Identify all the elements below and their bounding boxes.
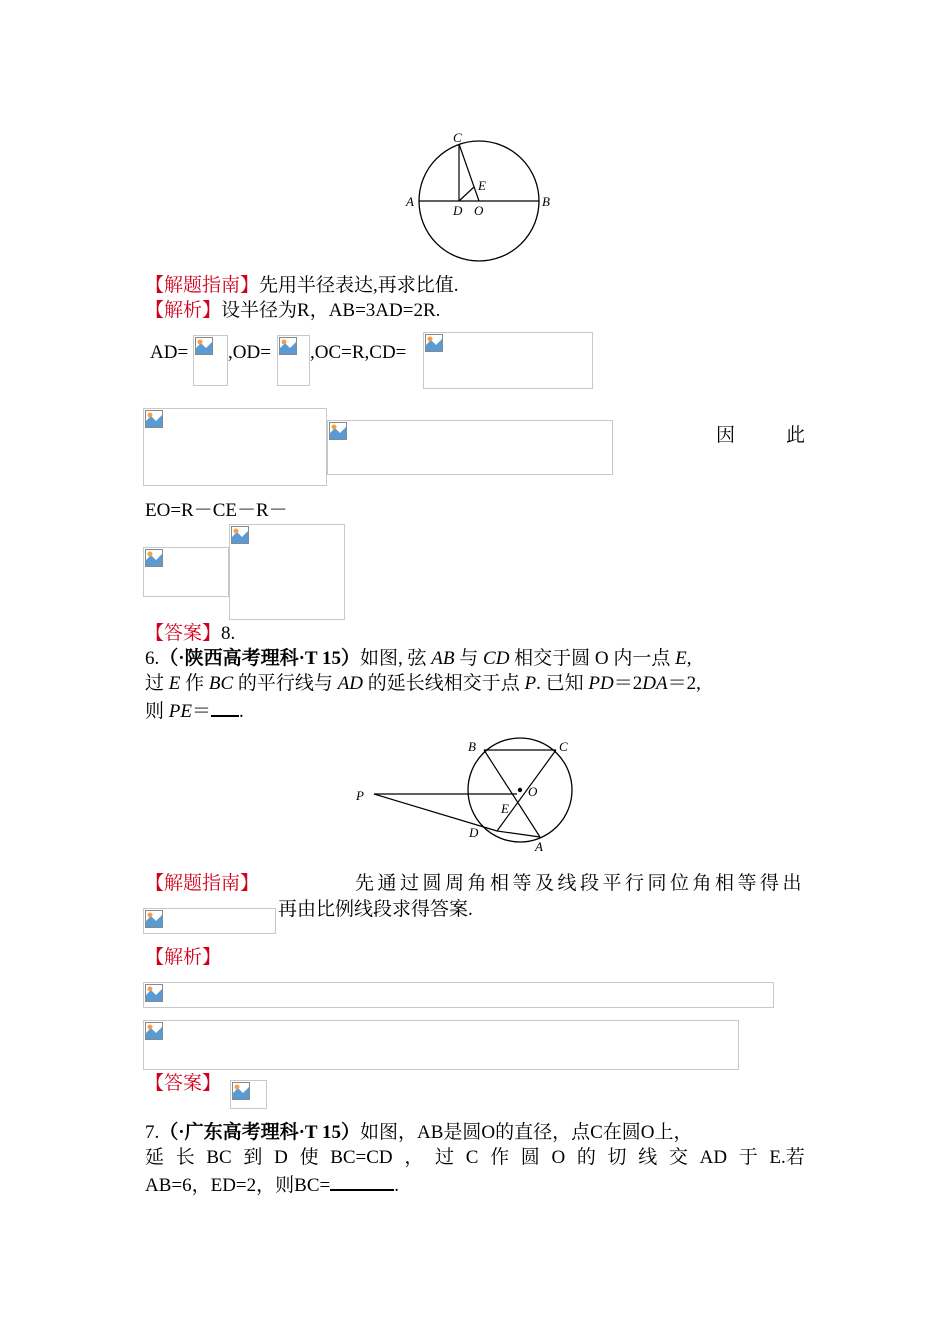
q7-line2: 延 长 BC 到 D 使 BC=CD ， 过 C 作 圆 O 的 切 线 交 AD 于 E.若 xyxy=(145,1147,805,1168)
label-A: A xyxy=(535,839,543,854)
hint-text: 先通过圆周角相等及线段平行同位角相等得出 xyxy=(354,873,805,894)
q7-line1: 7.（·广东高考理科·T 15）如图，AB是圆O的直径，点C在圆O上， xyxy=(145,1122,693,1143)
text-ci: 此 xyxy=(786,425,806,446)
figure-circle-1 xyxy=(400,125,560,265)
label-B: B xyxy=(542,194,550,209)
broken-image-icon xyxy=(425,334,443,352)
broken-image-icon xyxy=(145,410,163,428)
label-P: P xyxy=(356,788,364,803)
q5-oc-cd-text: ,OC=R,CD= xyxy=(310,342,407,363)
q6-line1: 6.（·陕西高考理科·T 15）如图, 弦 AB 与 CD 相交于圆 O 内一点 E, xyxy=(145,648,692,669)
broken-image-icon xyxy=(195,337,213,355)
label-C: C xyxy=(559,739,568,754)
q5-od-text: ,OD= xyxy=(228,342,271,363)
formula-image-8 xyxy=(143,1020,739,1070)
q5-hint: 【解题指南】先用半径表达,再求比值. xyxy=(145,275,459,296)
broken-image-icon xyxy=(232,1082,250,1100)
formula-image-5 xyxy=(229,524,345,620)
broken-image-icon xyxy=(145,1022,163,1040)
q5-ad-text: AD= xyxy=(150,342,189,363)
formula-image-ad xyxy=(193,335,228,386)
q5-eo-text: EO=R－CE－R－ xyxy=(145,500,288,521)
broken-image-icon xyxy=(231,526,249,544)
label-D: D xyxy=(453,203,463,218)
q7-source: （·广东高考理科·T 15） xyxy=(159,1122,361,1143)
q5-solution-line1: 【解析】设半径为R，AB=3AD=2R. xyxy=(145,300,441,321)
q6-solution-tag: 【解析】 xyxy=(145,947,222,968)
formula-image-6 xyxy=(143,908,276,934)
broken-image-icon xyxy=(145,549,163,567)
q6-hint-cont: 再由比例线段求得答案. xyxy=(278,899,473,920)
q6-answer-tag: 【答案】 xyxy=(145,1073,222,1094)
formula-image-answer xyxy=(230,1080,267,1109)
label-E: E xyxy=(501,801,509,816)
q7-number: 7. xyxy=(145,1122,160,1143)
formula-image-7 xyxy=(143,982,774,1008)
solution-tag: 【解析】 xyxy=(145,300,222,321)
answer-blank xyxy=(211,697,239,717)
label-O: O xyxy=(474,203,484,218)
broken-image-icon xyxy=(145,984,163,1002)
formula-image-3 xyxy=(327,420,613,475)
label-E: E xyxy=(478,178,486,193)
formula-image-2 xyxy=(143,408,327,486)
label-A: A xyxy=(406,194,414,209)
hint-tag: 【解题指南】 xyxy=(145,873,260,894)
q6-number: 6. xyxy=(145,648,160,669)
broken-image-icon xyxy=(279,337,297,355)
formula-image-od xyxy=(277,335,310,386)
answer-tag: 【答案】 xyxy=(145,623,222,644)
broken-image-icon xyxy=(145,910,163,928)
formula-image-4 xyxy=(143,547,229,597)
q7-line3: AB=6，ED=2，则BC= . xyxy=(145,1171,399,1198)
label-O: O xyxy=(528,784,538,799)
label-B: B xyxy=(468,739,476,754)
hint-tag: 【解题指南】 xyxy=(145,275,260,296)
answer-blank xyxy=(330,1171,394,1191)
formula-image-cd xyxy=(423,332,593,389)
broken-image-icon xyxy=(329,422,347,440)
text-yin: 因 xyxy=(716,425,736,446)
q6-source: （·陕西高考理科·T 15） xyxy=(159,648,361,669)
q6-line3: 则 PE＝ . xyxy=(145,697,244,724)
label-C: C xyxy=(453,130,462,145)
figure-circle-2 xyxy=(350,733,590,858)
label-D: D xyxy=(469,825,479,840)
q5-answer: 【答案】8. xyxy=(145,623,236,644)
q6-hint xyxy=(145,872,805,896)
q6-line2: 过 E 作 BC 的平行线与 AD 的延长线相交于点 P. 已知 PD＝2DA＝2, xyxy=(145,673,701,694)
